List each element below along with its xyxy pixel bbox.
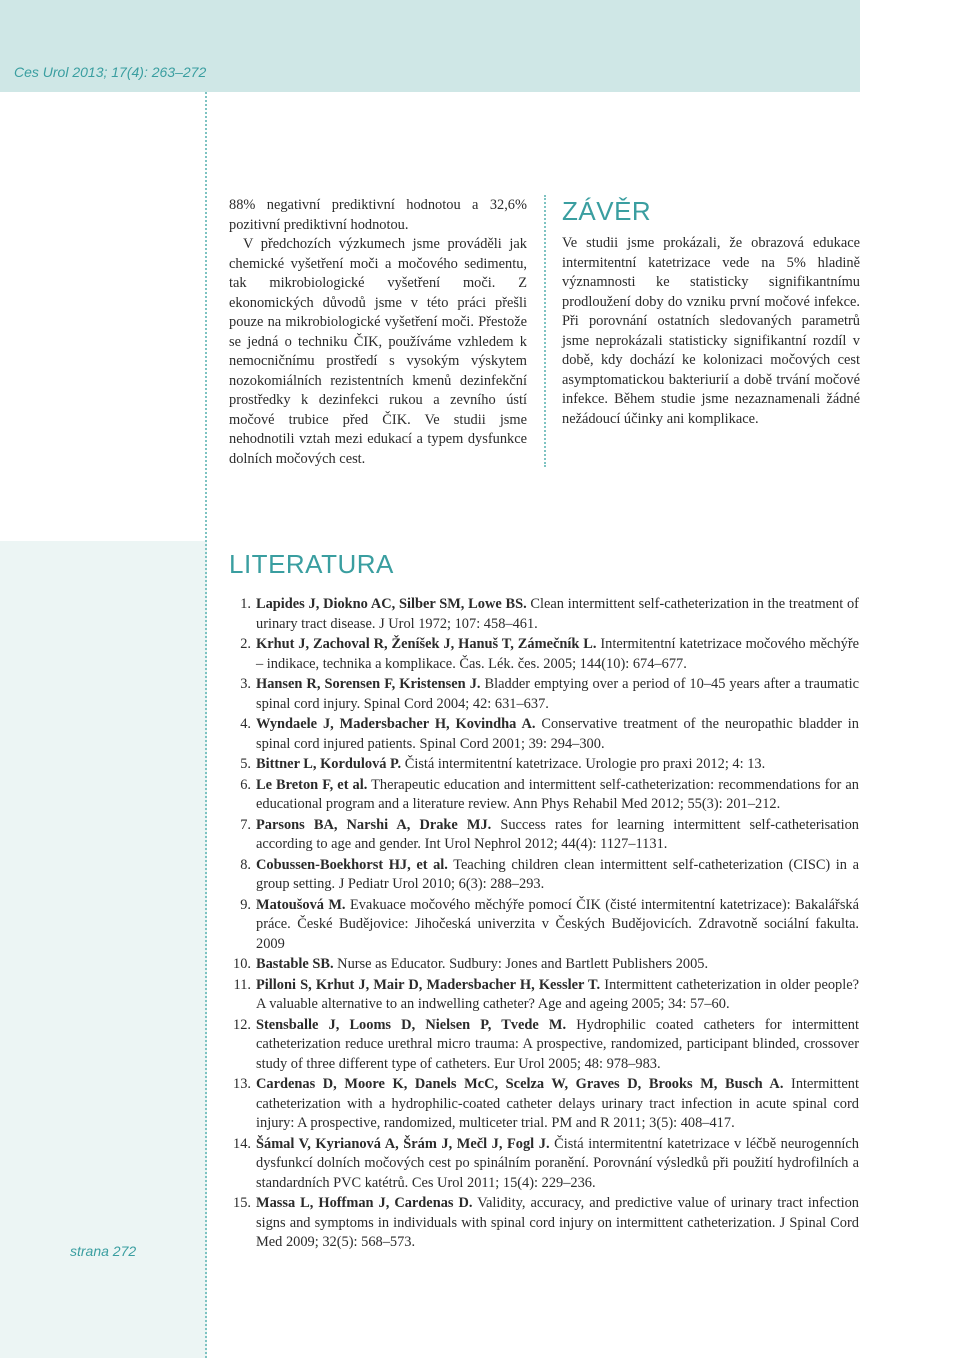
reference-details: Bladder emptying over a period of 10–45 years after a traumatic spinal cord injury. Spinal Cord 2004; 42: 631–637. <box>256 676 859 712</box>
reference-authors: Hansen R, Sorensen F, Kristensen J. <box>256 676 481 692</box>
reference-item <box>229 1194 859 1253</box>
reference-details: Čistá intermitentní katetrizace v léčbě neurogenních dysfunkcí dolních močových cest po spinálním poranění. Porovnání výsledků při použití hydrofilních a standardních PVC katétrů. Ces Urol 2011; 15(4): 229–236. <box>256 1135 860 1191</box>
reference-authors: Bastable SB. <box>256 956 334 972</box>
reference-item <box>229 955 859 975</box>
reference-authors: Krhut J, Zachoval R, Ženíšek J, Hanuš T, Zámečník L. <box>256 636 597 652</box>
discussion-column <box>229 196 527 469</box>
reference-details: Intermittent catheterization in older people? A valuable alternative to an indwelling catheter? Age and ageing 2005; 34: 57–60. <box>256 976 860 1012</box>
margin-dotted-rule <box>205 92 207 1358</box>
journal-citation: Ces Urol 2013; 17(4): 263–272 <box>14 64 207 80</box>
reference-details: Therapeutic education and intermittent self-catheterization: recommendations for an educational program and a literature review. Ann Phys Rehabil Med 2012; 55(3): 201–212. <box>256 776 859 812</box>
reference-number: 5. <box>240 756 251 772</box>
reference-details: Intermitentní katetrizace močového měchýře – indikace, technika a komplikace. Čas. Lék. čes. 2005; 144(10): 674–677. <box>256 636 860 672</box>
reference-authors: Cobussen-Boekhorst HJ, et al. <box>256 856 448 873</box>
reference-authors: Parsons BA, Narshi A, Drake MJ. <box>256 816 492 833</box>
reference-authors: Pilloni S, Krhut J, Mair D, Madersbacher H, Kessler T. <box>256 976 601 993</box>
reference-number: 3. <box>240 676 251 692</box>
reference-authors: Massa L, Hoffman J, Cardenas D. <box>256 1195 473 1211</box>
reference-item <box>229 755 859 775</box>
reference-item <box>229 896 859 955</box>
reference-details: Teaching children clean intermittent self-catheterization (CISC) in a group setting. J Pediatr Urol 2010; 6(3): 288–293. <box>256 856 859 892</box>
reference-number: 1. <box>240 596 251 612</box>
reference-details: Clean intermittent self-catheterization in the treatment of urinary tract disease. J Urol 1972; 107: 458–461. <box>256 596 859 632</box>
conclusion-heading: ZÁVĚR <box>562 196 652 226</box>
reference-details: Hydrophilic coated catheters for intermittent catheterization reduce urethral micro trauma: A prospective, randomized, participant blinded, crossover study of three different type of catheters. Eur Urol 2005; 48: 978–983. <box>256 1016 859 1072</box>
reference-details: Conservative treatment of the neuropathic bladder in spinal cord injured patients. Spinal Cord 2001; 39: 294–300. <box>256 716 859 752</box>
reference-item <box>229 635 859 674</box>
column-dotted-rule <box>544 195 546 467</box>
reference-number: 11. <box>233 976 251 993</box>
reference-details: Intermittent catheterization with a hydrophilic-coated catheter delays urinary tract infection in acute spinal cord injury: A prospective, randomized, multiceter trial. PM and R 2011; 3(5): 408–417. <box>256 1076 859 1131</box>
reference-details: Success rates for learning intermittent self-catheterisation according to age and gender. Int Urol Nephrol 2012; 44(4): 1127–1131. <box>256 816 859 852</box>
reference-item <box>229 1016 859 1075</box>
reference-details: Validity, accuracy, and predictive value of urinary tract infection signs and symptoms in individuals with spinal cord injury on intermittent catheterization. J Spinal Cord Med 2009; 32(5): 568–573. <box>256 1195 860 1250</box>
reference-authors: Bittner L, Kordulová P. <box>256 756 402 772</box>
reference-item <box>229 715 859 754</box>
reference-details: Čistá intermitentní katetrizace. Urologie pro praxi 2012; 4: 13. <box>401 756 766 772</box>
reference-item <box>229 856 859 895</box>
reference-details: Evakuace močového měchýře pomocí ČIK (čisté intermitentní katetrizace): Bakalářská práce. České Budějovice: Jihočeská univerzita v Českých Budějovicích. Zdravotně sociální fakulta. 2009 <box>256 896 860 952</box>
reference-details: Nurse as Educator. Sudbury: Jones and Bartlett Publishers 2005. <box>333 956 709 972</box>
reference-item <box>229 595 859 634</box>
reference-item <box>229 816 859 855</box>
reference-number: 6. <box>240 776 251 793</box>
reference-number: 9. <box>240 896 251 913</box>
reference-number: 15. <box>233 1195 251 1211</box>
reference-authors: Stensballe J, Looms D, Nielsen P, Tvede M. <box>256 1016 567 1033</box>
paragraph: V předchozích výzkumech jsme prováděli jak chemické vyšetření moči a močového sedimentu, tak mikrobiologické vyšetření moči. Z ekonomických důvodů jsme v této práci přešli pouze na mikrobiologické vyšetření moči. Přestože se jedná o techniku ČIK, používáme vzhledem k nemocničnímu prostředí s vysokým výskytem nozokomiálních rezistentních kmenů dezinfekční prostředky k dezinfekci rukou a zevního ústí močové trubice před ČIK. Ve studii jsme nehodnotili vztah mezi edukací a typem dysfunkce dolních močových cest. <box>229 236 527 467</box>
paragraph: 88% negativní prediktivní hodnotou a 32,6% pozitivní prediktivní hodnotou. <box>229 197 527 233</box>
reference-item <box>229 1075 859 1134</box>
reference-authors: Lapides J, Diokno AC, Silber SM, Lowe BS. <box>256 596 527 612</box>
reference-list <box>229 595 859 1254</box>
reference-item <box>229 675 859 714</box>
reference-number: 14. <box>233 1135 251 1152</box>
reference-number: 10. <box>233 956 251 972</box>
reference-number: 2. <box>240 636 251 652</box>
reference-authors: Wyndaele J, Madersbacher H, Kovindha A. <box>256 716 536 732</box>
reference-item <box>229 1135 859 1194</box>
reference-item <box>229 776 859 815</box>
page-number: strana 272 <box>70 1243 137 1259</box>
literature-heading: LITERATURA <box>229 549 394 579</box>
reference-number: 4. <box>240 716 251 732</box>
reference-number: 8. <box>240 856 251 873</box>
conclusion-text: Ve studii jsme prokázali, že obrazová edukace intermitentní katetrizace vede na 5% hladině významnosti ke statisticky signifikantnímu prodloužení doby do vzniku první močové infekce. Při porovnání ostatních sledovaných parametrů jsme neprokázali statisticky signifikantní rozdíl v době, kdy dochází ke kolonizaci močových cest asymptomatickou bakteriurií a době trvání močové infekce. Během studie jsme nezaznamenali žádné nežádoucí účinky ani komplikace. <box>562 235 860 427</box>
reference-authors: Cardenas D, Moore K, Danels McC, Scelza W, Graves D, Brooks M, Busch A. <box>256 1076 784 1092</box>
reference-number: 12. <box>233 1016 251 1033</box>
reference-authors: Matoušová M. <box>256 896 346 913</box>
reference-number: 13. <box>233 1076 251 1092</box>
reference-number: 7. <box>240 816 251 833</box>
conclusion-section <box>562 196 860 429</box>
reference-authors: Šámal V, Kyrianová A, Šrám J, Mečl J, Fogl J. <box>256 1135 550 1152</box>
reference-item <box>229 976 859 1015</box>
reference-authors: Le Breton F, et al. <box>256 776 368 793</box>
